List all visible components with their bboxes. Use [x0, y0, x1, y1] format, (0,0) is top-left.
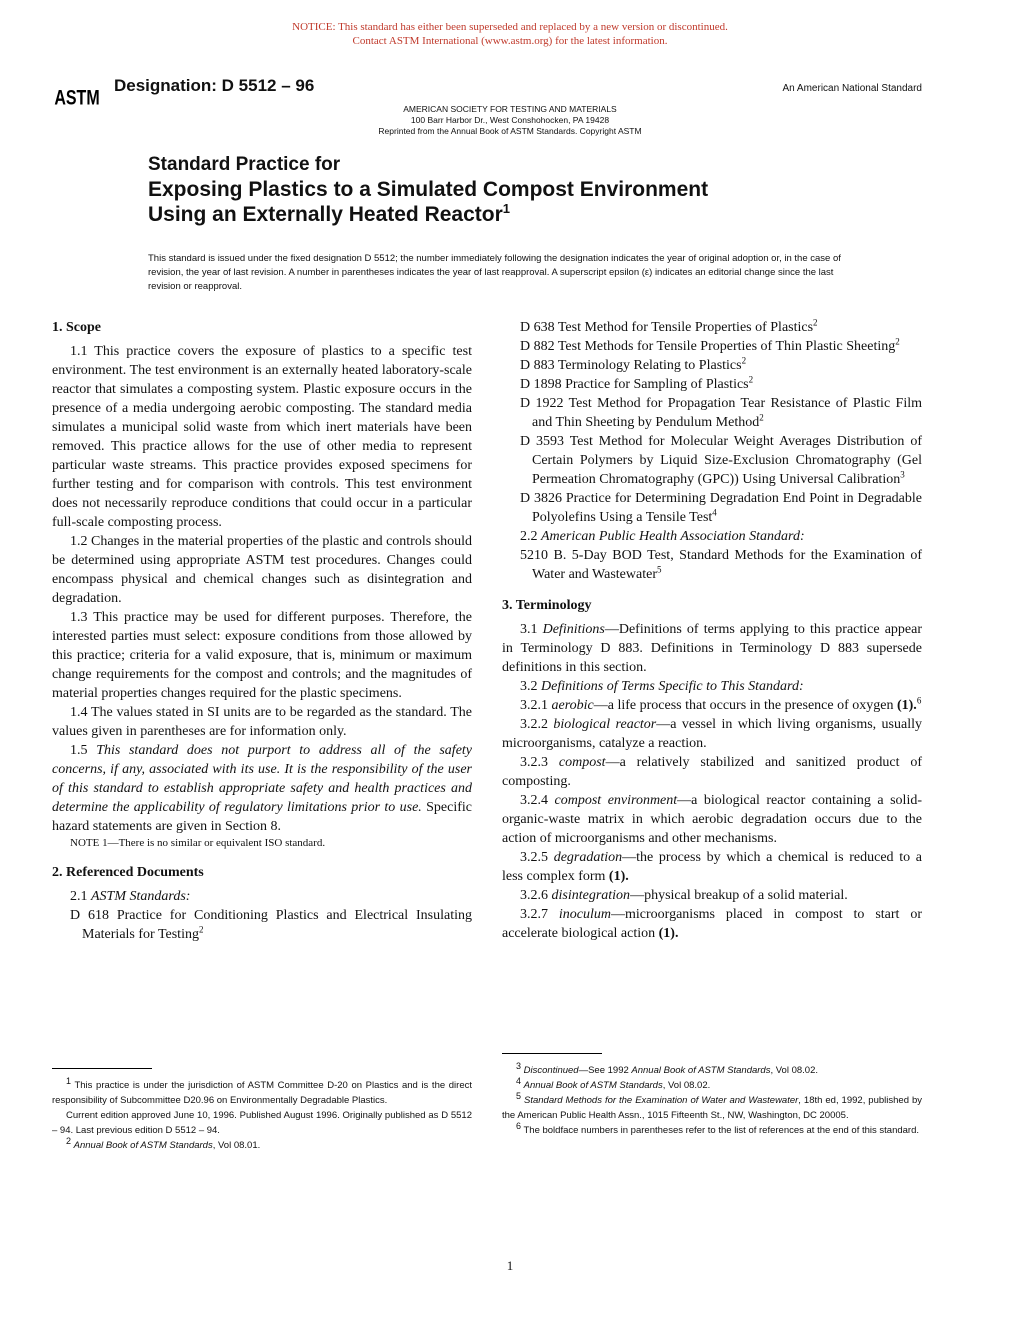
- society-address: 100 Barr Harbor Dr., West Conshohocken, PA 19428: [410, 115, 610, 125]
- term-3-2-4: 3.2.4 compost environment—a biological reactor containing a solid-organic-waste matrix in which aerobic degradation occurs due to the action of microorganisms and other mechanisms.: [502, 793, 922, 846]
- title-line-3: Using an Externally Heated Reactor: [148, 203, 503, 226]
- term-3-2-3: 3.2.3 compost—a relatively stabilized and sanitized product of composting.: [502, 755, 923, 789]
- ref-d618: D 618 Practice for Conditioning Plastics and Electrical Insulating Materials for Testing$^2$: [70, 908, 472, 942]
- reprint-line: Reprinted from the Annual Book of ASTM Standards. Copyright ASTM: [378, 126, 642, 136]
- scope-1-1: 1.1 This practice covers the exposure of plastics to a specific test environment. The test environment is an externally heated laboratory-scale reactor that simulates a composting system. Plastic exposure occurs in the presence of a media undergoing aerobic composting. The standard media simulates a municipal solid waste from which inert materials have been removed. This practice allows for the use of other media to represent particular waste streams. This practice provides exposed specimens for further testing and for comparison with controls. This test environment does not necessarily reproduce conditions that could occur in a particular full-scale composting process.: [52, 344, 472, 530]
- left-column: [52, 318, 472, 944]
- footnote-rule-left: [52, 1068, 152, 1069]
- footnote-5: $^5$ Standard Methods for the Examination of Water and Wastewater, 18th ed, 1992, published by the American Public Health Assn., 1015 Fifteenth St., NW, Washington, DC 20005.: [502, 1090, 922, 1121]
- scope-1-3: 1.3 This practice may be used for different purposes. Therefore, the interested parties must select: exposure conditions from those allowed by this practice; criteria for a valid exposure, that is, minimum or maximum change requirements for the compost and controls; and the magnitudes of material properties changes required for the plastic specimens.: [52, 610, 472, 701]
- footnote-rule-right: [502, 1053, 602, 1054]
- footnote-2: $^2$ Annual Book of ASTM Standards, Vol 08.01.: [66, 1135, 261, 1151]
- ref-d882: D 882 Test Methods for Tensile Properties of Thin Plastic Sheeting$^2$: [520, 336, 900, 354]
- footnote-3: $^3$ Discontinued—See 1992 Annual Book of ASTM Standards, Vol 08.02.: [516, 1060, 819, 1076]
- title-line-2: Exposing Plastics to a Simulated Compost Environment: [148, 178, 709, 201]
- national-standard-label: An American National Standard: [782, 83, 922, 94]
- right-column: [502, 318, 922, 943]
- footnote-1: $^1$ This practice is under the jurisdiction of ASTM Committee D-20 on Plastics and is the direct responsibility of Subcommittee D20.96 on Environmentally Degradable Plastics.: [52, 1075, 472, 1106]
- ref-d1922: D 1922 Test Method for Propagation Tear Resistance of Plastic Film and Thin Sheeting by Pendulum Method$^2$: [520, 396, 922, 430]
- scope-1-2: 1.2 Changes in the material properties of the plastic and controls should be determined using appropriate ASTM test procedures. Changes could encompass physical and chemical changes such as disintegration and degradation.: [52, 534, 473, 606]
- ref-d1898: D 1898 Practice for Sampling of Plastics$^2$: [520, 374, 754, 392]
- footnote-1b: Current edition approved June 10, 1996. Published August 1996. Originally published as D 5512 – 94. Last previous edition D 5512 – 94.: [52, 1110, 472, 1136]
- notice-line-1: NOTICE: This standard has either been superseded and replaced by a new version or discontinued.: [292, 21, 728, 33]
- term-3-2-2: 3.2.2 biological reactor—a vessel in which living organisms, usually microorganisms, catalyze a reaction.: [502, 717, 922, 751]
- ref-5210: 5210 B. 5-Day BOD Test, Standard Methods for the Examination of Water and Wastewater$^5$: [520, 548, 922, 582]
- ref-d3826: D 3826 Practice for Determining Degradation End Point in Degradable Polyolefins Using a Tensile Test$^4$: [520, 491, 922, 525]
- society-name: AMERICAN SOCIETY FOR TESTING AND MATERIALS: [403, 104, 617, 114]
- logo-text: ASTM: [54, 85, 100, 110]
- footnote-6: $^6$ The boldface numbers in parentheses refer to the list of references at the end of this standard.: [516, 1120, 920, 1136]
- term-3-2-5: 3.2.5 degradation—the process by which a chemical is reduced to a less complex form (1).: [502, 850, 923, 884]
- note-1: NOTE 1—There is no similar or equivalent ISO standard.: [70, 837, 326, 849]
- term-3-1: 3.1 Definitions—Definitions of terms applying to this practice appear in Terminology D 883. Definitions in Terminology D 883 supersede definitions in this section.: [502, 622, 922, 675]
- term-3-2: 3.2 Definitions of Terms Specific to This Standard:: [520, 679, 804, 694]
- term-3-2-1: 3.2.1 aerobic—a life process that occurs in the presence of oxygen (1).$^6$: [520, 695, 922, 713]
- footnote-4: $^4$ Annual Book of ASTM Standards, Vol 08.02.: [516, 1075, 711, 1091]
- title-footnote-mark: 1: [502, 201, 511, 216]
- ref-d883: D 883 Terminology Relating to Plastics$^2$: [520, 355, 747, 373]
- ref-d3593: D 3593 Test Method for Molecular Weight Averages Distribution of Certain Polymers by Liquid Size-Exclusion Chromatography (Gel Permeation Chromatography (GPC)) Using Universal Calibration$^3$: [520, 434, 922, 487]
- ref-2-1: 2.1 ASTM Standards:: [70, 889, 191, 904]
- supersede-notice: [0, 20, 1020, 48]
- astm-logo-icon: [52, 76, 102, 116]
- society-block: [260, 104, 760, 137]
- term-3-2-7: 3.2.7 inoculum—microorganisms placed in compost to start or accelerate biological action (1).: [502, 907, 922, 941]
- scope-1-4: 1.4 The values stated in SI units are to be regarded as the standard. The values given in parentheses are for information only.: [52, 705, 472, 739]
- ref-d638: D 638 Test Method for Tensile Properties of Plastics$^2$: [520, 317, 818, 335]
- designation: Designation: D 5512 – 96: [114, 76, 315, 95]
- notice-line-2: Contact ASTM International (www.astm.org) for the latest information.: [352, 35, 668, 47]
- ref-2-2: 2.2 American Public Health Association Standard:: [520, 529, 805, 544]
- term-3-2-6: 3.2.6 disintegration—physical breakup of a solid material.: [520, 888, 848, 903]
- terminology-heading: 3. Terminology: [502, 598, 592, 613]
- document-title: [148, 153, 708, 227]
- referenced-heading: 2. Referenced Documents: [52, 865, 204, 880]
- issuance-statement: This standard is issued under the fixed designation D 5512; the number immediately following the designation indicates the year of original adoption or, in the case of revision, the year of last revision. A number in parentheses indicates the year of last reapproval. A superscript epsilon (ε) indicates an editorial change since the last revision or reapproval.: [148, 253, 841, 292]
- page-number: 1: [506, 1258, 514, 1273]
- scope-1-5: 1.5 This standard does not purport to address all of the safety concerns, if any, associated with its use. It is the responsibility of the user of this standard to establish appropriate safety and health practices and determine the applicability of regulatory limitations prior to use. Specific hazard statements are given in Section 8.: [52, 743, 473, 834]
- footnotes-right: [502, 1060, 922, 1138]
- title-line-1: Standard Practice for: [148, 154, 341, 175]
- scope-heading: 1. Scope: [52, 320, 101, 335]
- footnotes-left: [52, 1075, 472, 1153]
